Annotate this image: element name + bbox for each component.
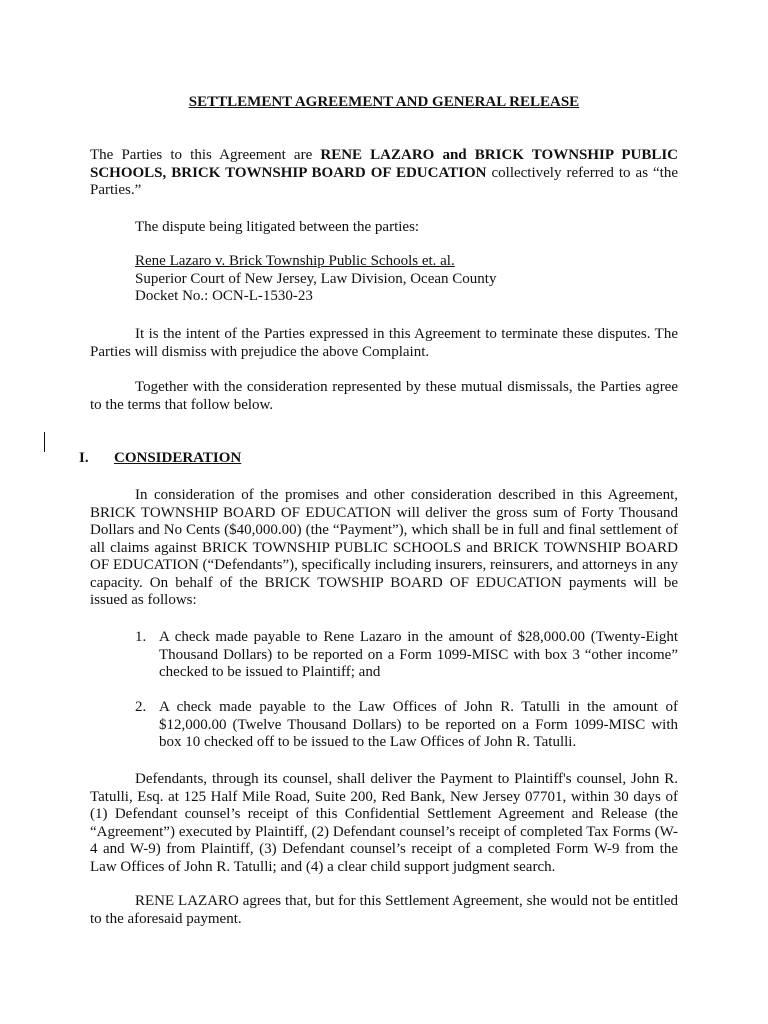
section-number: I. — [79, 450, 89, 466]
parties-names: RENE LAZARO and BRICK TOWNSHIP PUBLIC SCHOOLS, BRICK TOWNSHIP BOARD OF EDUCATION — [90, 147, 679, 181]
dispute-intro: The dispute being litigated between the parties: — [135, 219, 420, 235]
delivery-paragraph: Defendants, through its counsel, shall deliver the Payment to Plaintiff's counsel, John R. Tatulli, Esq. at 125 Half Mile Road, Suite 200, Red Bank, New Jersey 07701, within 30 days of (1) Defendant counsel’s receipt of this Confidential Settlement Agreement and Release (the “Agreement”) executed by Plaintiff, (2) Defendant counsel’s receipt of completed Tax Forms (W-4 and W-9) from Plaintiff, (3) Defendant counsel’s receipt of a completed Form W-9 from the Law Offices of John R. Tatulli; and (4) a clear child support judgment search. — [90, 771, 678, 875]
case-court: Superior Court of New Jersey, Law Division, Ocean County — [135, 270, 497, 287]
list-item — [135, 699, 678, 752]
case-docket: Docket No.: OCN-L-1530-23 — [135, 288, 313, 304]
case-caption: Rene Lazaro v. Brick Township Public Schools et. al. — [135, 253, 455, 269]
list-item-text: A check made payable to Rene Lazaro in the amount of $28,000.00 (Twenty-Eight Thousand Dollars) to be reported on a Form 1099-MISC with box 3 “other income” checked to be issued to Plaintiff; and — [159, 629, 678, 680]
list-item-text: A check made payable to the Law Offices of John R. Tatulli in the amount of $12,000.00 (Twelve Thousand Dollars) to be reported on a Form 1099-MISC with box 10 checked off to be issued to the Law Offices of John R. Tatulli. — [159, 699, 678, 750]
list-item-number: 1. — [135, 629, 147, 645]
intent-paragraph: It is the intent of the Parties expressed in this Agreement to terminate these disputes. The Parties will dismiss with prejudice the above Complaint. — [90, 326, 678, 360]
consideration-paragraph: In consideration of the promises and other consideration described in this Agreement, BRICK TOWNSHIP BOARD OF EDUCATION will deliver the gross sum of Forty Thousand Dollars and No Cents ($40,000.00) (the “Payment”), which shall be in full and final settlement of all claims against BRICK TOWNSHIP PUBLIC SCHOOLS and BRICK TOWNSHIP BOARD OF EDUCATION (“Defendants”), specifically including insurers, reinsurers, and attorneys in any capacity. On behalf of the BRICK TOWSHIP BOARD OF EDUCATION payments will be issued as follows: — [90, 487, 678, 608]
case-caption-block — [135, 253, 496, 306]
parties-post: collectively referred to as “the Parties.” — [90, 164, 678, 198]
document-title: SETTLEMENT AGREEMENT AND GENERAL RELEASE — [188, 94, 580, 110]
parties-pre: The Parties to this Agreement are — [90, 147, 321, 163]
lazaro-paragraph: RENE LAZARO agrees that, but for this Settlement Agreement, she would not be entitled to the aforesaid payment. — [90, 893, 678, 927]
list-item-number: 2. — [135, 699, 147, 715]
together-paragraph: Together with the consideration represented by these mutual dismissals, the Parties agree to the terms that follow below. — [90, 379, 678, 413]
section-heading — [79, 450, 241, 468]
list-item — [135, 629, 678, 682]
text-cursor — [44, 432, 45, 452]
section-title: CONSIDERATION — [114, 450, 242, 466]
parties-paragraph — [90, 147, 678, 200]
